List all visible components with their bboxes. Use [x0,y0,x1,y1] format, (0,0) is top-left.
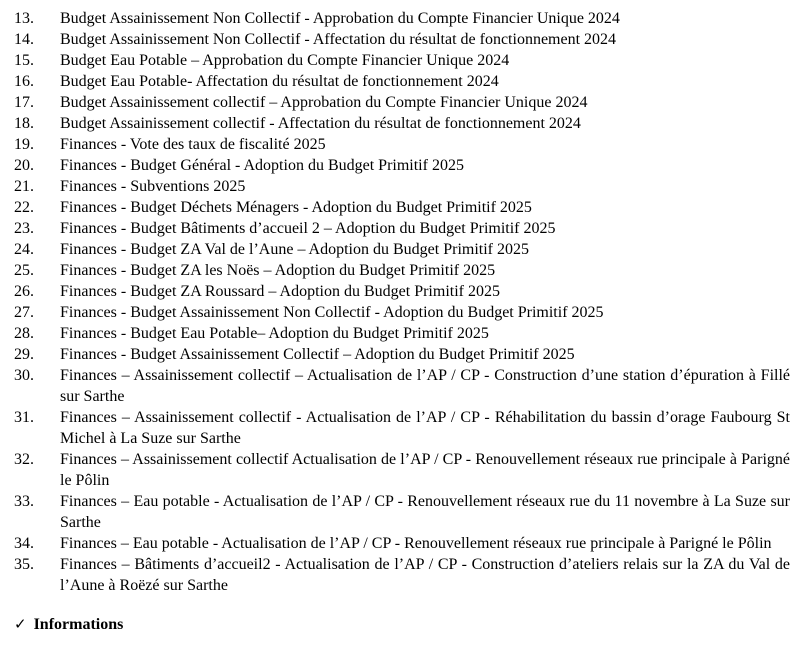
item-number: 32. [14,451,34,468]
item-text: Finances - Budget Général - Adoption du Budget Primitif 2025 [60,157,464,174]
item-number: 15. [14,52,34,69]
item-number: 25. [14,262,34,279]
checkmark-icon: ✓ [14,617,27,633]
item-number: 31. [14,409,34,426]
item-text: Finances – Eau potable - Actualisation de l’AP / CP - Renouvellement réseaux rue principale à Parigné le Pôlin [60,535,772,552]
item-number: 23. [14,220,34,237]
item-number: 17. [14,94,34,111]
agenda-item [14,92,790,113]
agenda-item [14,323,790,344]
agenda-item [14,197,790,218]
agenda-item [14,449,790,491]
item-text: Finances - Budget ZA Val de l’Aune – Adoption du Budget Primitif 2025 [60,241,529,258]
agenda-item [14,533,790,554]
item-text: Finances - Budget ZA les Noës – Adoption du Budget Primitif 2025 [60,262,496,279]
item-text: Budget Eau Potable – Approbation du Compte Financier Unique 2024 [60,52,510,69]
item-number: 27. [14,304,34,321]
informations-label: Informations [33,616,124,633]
item-text: Finances - Budget Assainissement Non Collectif - Adoption du Budget Primitif 2025 [60,304,604,321]
agenda-item [14,8,790,29]
item-number: 28. [14,325,34,342]
item-text: Budget Assainissement collectif – Approbation du Compte Financier Unique 2024 [60,94,588,111]
agenda-item [14,365,790,407]
item-number: 35. [14,556,34,573]
item-text: Budget Eau Potable- Affectation du résultat de fonctionnement 2024 [60,73,499,90]
item-text: Finances - Budget ZA Roussard – Adoption du Budget Primitif 2025 [60,283,500,300]
item-text: Finances – Eau potable - Actualisation de l’AP / CP - Renouvellement réseaux rue du 11 novembre à La Suze sur Sarthe [60,493,790,531]
item-text: Finances - Subventions 2025 [60,178,246,195]
agenda-item [14,71,790,92]
item-number: 19. [14,136,34,153]
item-text: Finances – Assainissement collectif Actualisation de l’AP / CP - Renouvellement réseaux rue principale à Parigné le Pôlin [60,451,790,489]
agenda-item [14,260,790,281]
agenda-item [14,218,790,239]
agenda-item [14,113,790,134]
item-text: Finances - Budget Bâtiments d’accueil 2 – Adoption du Budget Primitif 2025 [60,220,556,237]
item-text: Finances - Budget Déchets Ménagers - Adoption du Budget Primitif 2025 [60,199,532,216]
item-text: Budget Assainissement Non Collectif - Affectation du résultat de fonctionnement 2024 [60,31,617,48]
agenda-item [14,239,790,260]
informations-heading [14,614,790,636]
item-number: 20. [14,157,34,174]
item-number: 33. [14,493,34,510]
agenda-item [14,344,790,365]
item-text: Budget Assainissement Non Collectif - Approbation du Compte Financier Unique 2024 [60,10,620,27]
item-number: 26. [14,283,34,300]
item-text: Finances – Assainissement collectif - Actualisation de l’AP / CP - Réhabilitation du bassin d’orage Faubourg St Michel à La Suze sur Sarthe [60,409,790,447]
item-text: Finances – Bâtiments d’accueil2 - Actualisation de l’AP / CP - Construction d’ateliers relais sur la ZA du Val de l’Aune à Roëzé sur Sarthe [60,556,790,594]
item-number: 34. [14,535,34,552]
item-number: 14. [14,31,34,48]
agenda-item [14,134,790,155]
item-text: Finances - Vote des taux de fiscalité 2025 [60,136,326,153]
item-number: 30. [14,367,34,384]
item-text: Budget Assainissement collectif - Affectation du résultat de fonctionnement 2024 [60,115,581,132]
agenda-list [14,8,790,596]
item-number: 29. [14,346,34,363]
agenda-item [14,176,790,197]
agenda-item [14,29,790,50]
agenda-item [14,281,790,302]
item-number: 21. [14,178,34,195]
item-text: Finances – Assainissement collectif – Actualisation de l’AP / CP - Construction d’une station d’épuration à Fillé sur Sarthe [60,367,790,405]
agenda-item [14,155,790,176]
item-number: 16. [14,73,34,90]
item-text: Finances - Budget Eau Potable– Adoption du Budget Primitif 2025 [60,325,489,342]
item-number: 13. [14,10,34,27]
agenda-item [14,407,790,449]
agenda-item [14,302,790,323]
item-number: 22. [14,199,34,216]
agenda-item [14,50,790,71]
agenda-item [14,554,790,596]
item-text: Finances - Budget Assainissement Collectif – Adoption du Budget Primitif 2025 [60,346,575,363]
item-number: 24. [14,241,34,258]
item-number: 18. [14,115,34,132]
agenda-item [14,491,790,533]
